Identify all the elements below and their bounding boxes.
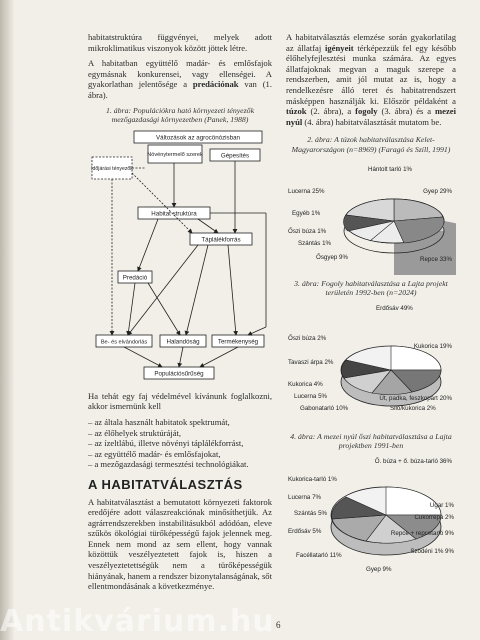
fig4-label: Ugar 1% <box>429 501 454 509</box>
fig4-label: Szántás 5% <box>294 509 328 517</box>
section-heading: A HABITATVÁLASZTÁS <box>88 476 243 492</box>
fig2-label: Szántás 1% <box>298 239 332 247</box>
left-paragraph-4: A habitatválasztást a bemutatott környezeti faktorok eredőjére adott válaszreakciónak minősíthetjük. Az agrárrendszerekben instabilitásukból adódóan, eleve szűkös ökológiai türőképességű fajok jelennek meg. Ennek nem mond az sem ellent, hogy vannak közöttük veszélyeztetett fajok is, hiszen a veszélyeztetettségük nem a türőképességük hiányának, hanem a rendszer bizonytalanságának, sőt ellentmondásának a következménye. <box>88 496 272 592</box>
figure-2-caption: 2. ábra: A túzok habitatválasztása Kelet-Magyarországon (n=8969) (Faragó és Szíll, 1991) <box>291 135 451 154</box>
fig1-box-habitat: Habitat struktúra <box>151 210 197 218</box>
figure-1-caption: 1. ábra: Populációkra ható környezeti tényezők mezőgazdasági környezetben (Panek, 1988) <box>105 105 255 125</box>
list-item: – a mezőgazdasági termesztési technológiákat. <box>88 459 272 470</box>
fig2-label: Hántolt tarló 1% <box>367 165 413 173</box>
fig2-label: Lucerna 25% <box>288 187 325 195</box>
list-item: – az együttélő madár- és emlősfajokat, <box>88 449 272 460</box>
fig3-label: Tavaszi árpa 2% <box>288 358 334 366</box>
figure-4-caption: 4. ábra: A mezei nyúl őszi habitatválasztása a Lajta projektben 1991-ben <box>290 431 452 451</box>
left-paragraph-2: A habitatban együttélő madár- és emlősfajok egymásnak konkurensei, vagy ellenségei. A gyakorlathan jelentősége a predációnak van (1. ábra). <box>88 58 272 100</box>
figure-1-diagram <box>88 127 272 387</box>
list-item: – az ízeltlábú, illetve növényi táplálékforrást, <box>88 438 272 449</box>
figure-3-caption: 3. ábra: Fogoly habitatválasztása a Lajta projekt területén 1992-ben (n=2024) <box>294 278 448 298</box>
fig1-box-mortality: Halandóság <box>166 338 200 346</box>
fig2-label: Gyep 29% <box>423 187 452 195</box>
fig4-label: Gyep 9% <box>366 565 392 573</box>
fig1-box-predation: Predáció <box>122 274 148 282</box>
figure-3-pie-chart <box>286 300 456 428</box>
fig1-box-plant-protection: Növénytermelő szerek <box>147 151 203 158</box>
left-paragraph-3: Ha tehát egy faj védelmével kívánunk foglalkozni, akkor ismernünk kell <box>88 390 272 412</box>
requirements-list <box>88 417 272 470</box>
fig3-label: Őszi búza 2% <box>288 334 327 342</box>
right-paragraph-1: A habitatválasztás elemzése során gyakorlatilag az állatfaj igényeit térképezzük fel egy később élőhelyfejlesztési munka számára. Az egyes állatfajoknak megvan a maguk szerepe a rendszerben, amit jól mutat az is, hogy a rendelkezésre álló teret és habitatrendszert másképpen használják ki. Először példaként a túzok (2. ábra), a fogoly (3. ábra) és a mezei nyúl (4. ábra) habitatválasztását mutatom be. <box>286 32 457 127</box>
fig2-label: Ősgyep 9% <box>316 253 348 261</box>
fig4-label: Ő. búza + ő. búza-tarló 36% <box>374 457 452 465</box>
fig4-label: Kukorica-tarló 1% <box>288 475 337 483</box>
fig1-box-population: Populációsűrűség <box>154 370 204 378</box>
figure-4-pie-chart <box>286 453 456 581</box>
left-column <box>88 32 272 597</box>
fig1-box-migration: Be- és elvándorlás <box>100 339 148 346</box>
watermark: Antikvárium.hu <box>0 604 275 639</box>
fig3-label: Siló/kukorica 2% <box>390 404 436 412</box>
fig1-box-machinery: Gépesítés <box>220 152 250 160</box>
fig4-label: Erdősáv 5% <box>288 527 322 535</box>
fig4-label: Facéllatarló 11% <box>296 551 342 559</box>
fig3-label: Lucerna 5% <box>294 392 328 400</box>
fig4-label: Szödéni 1% 9% <box>410 547 454 555</box>
list-item: – az általa használt habitatok spektrumát, <box>88 417 272 428</box>
fig1-box-agrocenosis: Változások az agrocönózisban <box>156 134 240 142</box>
fig2-label: Repce 33% <box>420 255 452 263</box>
fig3-label: Kukorica 19% <box>413 342 452 350</box>
fig3-label: Erdősáv 49% <box>376 304 413 312</box>
fig4-label: Repce + repcetarló 9% <box>390 529 454 537</box>
fig1-box-weather: Időjárási tényezők <box>91 165 133 172</box>
fig1-box-food: Táplálékforrás <box>201 236 241 244</box>
fig2-label: Egyéb 1% <box>292 209 321 217</box>
fig3-label: Kukorica 4% <box>288 380 323 388</box>
fig4-label: Lucerna 7% <box>288 493 322 501</box>
page-fold-shadow <box>0 0 14 640</box>
page-number: 6 <box>276 620 281 630</box>
fig1-box-fertility: Termékenység <box>217 338 259 346</box>
figure-2-pie-chart <box>286 157 456 275</box>
right-column <box>286 32 456 581</box>
list-item: – az élőhelyek struktúráját, <box>88 428 272 439</box>
predation-term: predációnak <box>192 79 239 90</box>
left-paragraph-1: habitatstruktúra függvényei, melyek adott mikroklimatikus viszonyok között jöttek létre. <box>88 32 272 53</box>
fig2-label: Őszi búza 1% <box>288 227 327 235</box>
fig3-label: Gabonatarló 10% <box>300 404 349 412</box>
fig4-label: Cukorrépa 2% <box>414 513 454 521</box>
fig3-label: Út, padka, feszkopart 20% <box>379 394 452 402</box>
